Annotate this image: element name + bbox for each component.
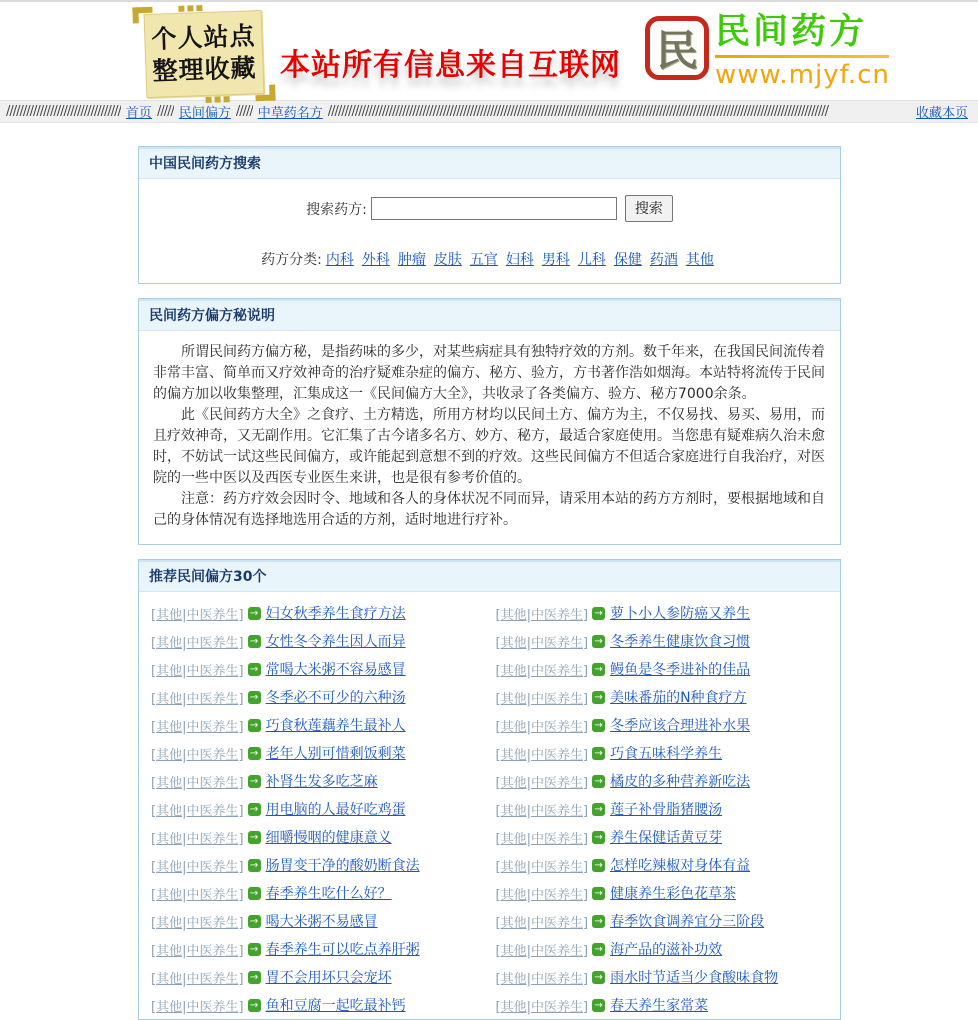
stamp-line1: 个人站点 [150, 21, 256, 54]
prefix-link-other[interactable]: 其他 [500, 999, 527, 1015]
remedy-article-link[interactable]: 喝大米粥不易感冒 [265, 914, 378, 930]
item-category-prefix: [其他|中医养生] [495, 719, 589, 735]
list-item [151, 963, 496, 991]
stamp-corner-bracket-icon [132, 7, 153, 24]
list-item [151, 907, 496, 935]
list-item [151, 683, 496, 711]
prefix-link-other[interactable]: 其他 [156, 915, 183, 931]
list-item [496, 963, 841, 991]
remedy-article-link[interactable]: 萝卜小人参防癌又养生 [610, 606, 751, 622]
prefix-link-tcm-health[interactable]: 中医养生 [530, 831, 583, 847]
green-arrow-icon: → [248, 971, 261, 984]
green-arrow-icon: → [592, 719, 605, 732]
green-arrow-icon: → [592, 775, 605, 788]
prefix-link-tcm-health[interactable]: 中医养生 [530, 943, 583, 959]
green-arrow-icon: → [592, 691, 605, 704]
prefix-link-other[interactable]: 其他 [156, 607, 183, 623]
prefix-link-other[interactable]: 其他 [500, 887, 527, 903]
item-category-prefix: [其他|中医养生] [151, 719, 244, 735]
remedy-article-link[interactable]: 老年人别可惜剩饭剩菜 [265, 746, 406, 762]
nav-hatch-sep: ///// [235, 104, 253, 119]
remedy-article-link[interactable]: 橘皮的多种营养新吃法 [610, 774, 751, 790]
remedy-article-link[interactable]: 用电脑的人最好吃鸡蛋 [265, 802, 406, 818]
personal-site-stamp-logo [144, 10, 265, 98]
remedy-article-link[interactable]: 巧食秋莲藕养生最补人 [265, 718, 406, 734]
nav-item-herbal-prescriptions[interactable]: 中草药名方 [257, 106, 323, 121]
prefix-link-tcm-health[interactable]: 中医养生 [530, 663, 583, 679]
about-paragraph: 所谓民间药方偏方秘，是指药味的多少，对某些病症具有独特疗效的方剂。数千年来，在我国民间流传着非常丰富、简单而又疗效神奇的治疗疑难杂症的偏方、秘方、验方，方书著作浩如烟海。本站特将流传于民间的偏方加以收集整理，汇集成这一《民间偏方大全》，共收录了各类偏方、验方、秘方7000余条。 [153, 344, 825, 402]
prefix-link-other[interactable]: 其他 [500, 859, 527, 875]
item-category-prefix: [其他|中医养生] [151, 971, 244, 987]
site-url: www.mjyf.cn [715, 60, 890, 90]
site-logo[interactable] [645, 12, 890, 90]
item-category-prefix: [其他|中医养生] [151, 747, 244, 763]
site-notice-banner: 本站所有信息来自互联网 [280, 48, 621, 83]
list-item [496, 599, 841, 627]
category-row [139, 249, 840, 269]
prefix-link-tcm-health[interactable]: 中医养生 [186, 887, 239, 903]
green-arrow-icon: → [248, 915, 261, 928]
item-category-prefix: [其他|中医养生] [495, 971, 589, 987]
green-arrow-icon: → [248, 831, 261, 844]
list-item [496, 851, 841, 879]
prefix-link-tcm-health[interactable]: 中医养生 [186, 663, 239, 679]
green-arrow-icon: → [592, 663, 605, 676]
item-category-prefix: [其他|中医养生] [495, 803, 589, 819]
prefix-link-other[interactable]: 其他 [500, 607, 527, 623]
prefix-link-tcm-health[interactable]: 中医养生 [186, 719, 239, 735]
list-item [496, 935, 841, 963]
item-category-prefix: [其他|中医养生] [151, 887, 244, 903]
item-category-prefix: [其他|中医养生] [495, 663, 589, 679]
green-arrow-icon: → [592, 971, 605, 984]
item-category-prefix: [其他|中医养生] [495, 775, 589, 791]
prefix-link-other[interactable]: 其他 [500, 691, 527, 707]
nav-item-folk-remedies[interactable]: 民间偏方 [178, 106, 231, 121]
stamp-corner-bracket-icon [255, 85, 276, 102]
list-item [496, 907, 841, 935]
prefix-link-tcm-health[interactable]: 中医养生 [186, 747, 239, 763]
prefix-link-other[interactable]: 其他 [156, 999, 183, 1015]
prefix-link-tcm-health[interactable]: 中医养生 [530, 971, 583, 987]
list-item [496, 739, 841, 767]
item-category-prefix: [其他|中医养生] [151, 831, 244, 847]
list-item [496, 627, 841, 655]
remedy-article-link[interactable]: 健康养生彩色花草茶 [610, 886, 737, 902]
item-category-prefix: [其他|中医养生] [495, 887, 589, 903]
list-item [151, 823, 496, 851]
green-arrow-icon: → [592, 607, 605, 620]
prefix-link-tcm-health[interactable]: 中医养生 [530, 747, 583, 763]
prefix-link-other[interactable]: 其他 [500, 831, 527, 847]
remedy-article-link[interactable]: 美味番茄的N种食疗方 [610, 690, 747, 706]
list-item [496, 879, 841, 907]
remedy-article-link[interactable]: 胃不会用坏只会宠坏 [265, 970, 392, 986]
remedy-article-link[interactable]: 常喝大米粥不容易感冒 [265, 662, 406, 678]
item-category-prefix: [其他|中医养生] [495, 691, 589, 707]
item-category-prefix: [其他|中医养生] [495, 999, 589, 1015]
search-box [138, 146, 841, 284]
remedy-article-link[interactable]: 莲子补骨脂猪腰汤 [610, 802, 723, 818]
prefix-link-tcm-health[interactable]: 中医养生 [186, 859, 239, 875]
prefix-link-other[interactable]: 其他 [156, 719, 183, 735]
main-content [138, 146, 841, 1020]
about-paragraph: 此《民间药方大全》之食疗、土方精选，所用方材均以民间土方、偏方为主，不仅易找、易买、易用，而且疗效神奇，又无副作用。它汇集了古今诸多名方、妙方、秘方，最适合家庭使用。当您患有疑难病久治未愈时，不妨试一试这些民间偏方，或许能起到意想不到的疗效。这些民间偏方不但适合家庭进行自我治疗，对医院的一些中医以及西医专业医生来讲，也是很有参考价值的。 [153, 407, 825, 486]
remedy-article-link[interactable]: 女性冬令养生因人而异 [265, 634, 406, 650]
prefix-link-other[interactable]: 其他 [500, 663, 527, 679]
search-label: 搜索药方: [306, 201, 367, 218]
category-link-8[interactable]: 儿科 [577, 252, 606, 268]
list-item [496, 795, 841, 823]
item-category-prefix: [其他|中医养生] [151, 803, 244, 819]
list-item [151, 795, 496, 823]
prefix-link-tcm-health[interactable]: 中医养生 [530, 719, 583, 735]
remedy-article-link[interactable]: 春季养生吃什么好？ [265, 886, 392, 902]
nav-item-home[interactable]: 首页 [125, 106, 152, 121]
prefix-link-other[interactable]: 其他 [500, 635, 527, 651]
prefix-link-other[interactable]: 其他 [156, 831, 183, 847]
prefix-link-other[interactable]: 其他 [156, 943, 183, 959]
green-arrow-icon: → [592, 831, 605, 844]
category-link-1[interactable]: 内科 [325, 252, 354, 268]
list-item [496, 683, 841, 711]
list-item [151, 627, 496, 655]
item-category-prefix: [其他|中医养生] [151, 999, 244, 1015]
min-character-logo-icon: 民 [645, 16, 709, 80]
green-arrow-icon: → [248, 999, 261, 1012]
green-arrow-icon: → [248, 859, 261, 872]
category-link-2[interactable]: 外科 [361, 252, 390, 268]
green-arrow-icon: → [592, 859, 605, 872]
search-box-title: 中国民间药方搜索 [139, 147, 840, 179]
bookmark-page-link[interactable]: 收藏本页 [915, 106, 968, 121]
item-category-prefix: [其他|中医养生] [151, 691, 244, 707]
item-category-prefix: [其他|中医养生] [495, 747, 589, 763]
prefix-link-tcm-health[interactable]: 中医养生 [530, 635, 583, 651]
category-link-4[interactable]: 皮肤 [433, 252, 462, 268]
remedy-article-link[interactable]: 巧食五味科学养生 [610, 746, 723, 762]
green-arrow-icon: → [592, 635, 605, 648]
search-button[interactable]: 搜索 [625, 195, 673, 222]
item-category-prefix: [其他|中医养生] [495, 607, 589, 623]
prefix-link-tcm-health[interactable]: 中医养生 [186, 607, 239, 623]
list-item [496, 767, 841, 795]
prefix-link-tcm-health[interactable]: 中医养生 [186, 999, 239, 1015]
prefix-link-tcm-health[interactable]: 中医养生 [530, 803, 583, 819]
list-item [151, 991, 496, 1019]
list-item [151, 599, 496, 627]
remedy-article-link[interactable]: 肠胃变干净的酸奶断食法 [265, 858, 420, 874]
item-category-prefix: [其他|中医养生] [495, 859, 589, 875]
about-paragraph: 注意：药方疗效会因时令、地域和各人的身体状况不同而异，请采用本站的药方方剂时，要根据地域和自己的身体情况有选择地选用合适的方剂，适时地进行疗补。 [153, 491, 825, 528]
list-item [151, 655, 496, 683]
list-item [151, 767, 496, 795]
prefix-link-other[interactable]: 其他 [156, 663, 183, 679]
item-category-prefix: [其他|中医养生] [495, 915, 589, 931]
item-category-prefix: [其他|中医养生] [151, 859, 244, 875]
green-arrow-icon: → [248, 943, 261, 956]
recommend-box [138, 559, 841, 1020]
category-link-5[interactable]: 五官 [469, 252, 498, 268]
prefix-link-other[interactable]: 其他 [500, 747, 527, 763]
remedy-article-link[interactable]: 细嚼慢咽的健康意义 [265, 830, 392, 846]
prefix-link-tcm-health[interactable]: 中医养生 [530, 607, 583, 623]
prefix-link-tcm-health[interactable]: 中医养生 [186, 943, 239, 959]
prefix-link-tcm-health[interactable]: 中医养生 [530, 775, 583, 791]
item-category-prefix: [其他|中医养生] [495, 831, 589, 847]
remedy-article-link[interactable]: 春天养生家常菜 [610, 998, 709, 1014]
stamp-line2: 整理收藏 [152, 53, 258, 86]
prefix-link-other[interactable]: 其他 [156, 635, 183, 651]
stamp-dots-icon [178, 5, 202, 12]
item-category-prefix: [其他|中医养生] [151, 607, 244, 623]
prefix-link-tcm-health[interactable]: 中医养生 [186, 915, 239, 931]
about-box [138, 298, 841, 545]
prefix-link-tcm-health[interactable]: 中医养生 [186, 775, 239, 791]
category-link-7[interactable]: 男科 [541, 252, 570, 268]
list-item [496, 711, 841, 739]
green-arrow-icon: → [248, 635, 261, 648]
prefix-link-other[interactable]: 其他 [500, 719, 527, 735]
category-link-11[interactable]: 其他 [685, 252, 714, 268]
remedy-article-link[interactable]: 春季养生可以吃点养肝粥 [265, 942, 420, 958]
item-category-prefix: [其他|中医养生] [151, 915, 244, 931]
prefix-link-tcm-health[interactable]: 中医养生 [186, 803, 239, 819]
list-item [496, 991, 841, 1019]
remedy-article-link[interactable]: 补肾生发多吃芝麻 [265, 774, 378, 790]
logo-divider [715, 55, 889, 58]
item-category-prefix: [其他|中医养生] [151, 943, 244, 959]
site-header [0, 2, 978, 100]
green-arrow-icon: → [592, 999, 605, 1012]
prefix-link-tcm-health[interactable]: 中医养生 [530, 915, 583, 931]
item-category-prefix: [其他|中医养生] [495, 635, 589, 651]
remedy-article-link[interactable]: 冬季必不可少的六种汤 [265, 690, 406, 706]
green-arrow-icon: → [592, 943, 605, 956]
prefix-link-other[interactable]: 其他 [500, 915, 527, 931]
nav-hatch-sep: ///// [156, 104, 174, 119]
green-arrow-icon: → [248, 691, 261, 704]
list-item [496, 823, 841, 851]
remedy-article-link[interactable]: 鳗鱼是冬季进补的佳品 [610, 662, 751, 678]
category-link-6[interactable]: 妇科 [505, 252, 534, 268]
green-arrow-icon: → [248, 719, 261, 732]
remedy-article-link[interactable]: 冬季应该合理进补水果 [610, 718, 751, 734]
prefix-link-other[interactable]: 其他 [156, 803, 183, 819]
green-arrow-icon: → [248, 747, 261, 760]
green-arrow-icon: → [248, 663, 261, 676]
prefix-link-other[interactable]: 其他 [156, 887, 183, 903]
green-arrow-icon: → [248, 803, 261, 816]
prefix-link-other[interactable]: 其他 [500, 803, 527, 819]
remedy-article-link[interactable]: 妇女秋季养生食疗方法 [265, 606, 406, 622]
prefix-link-tcm-health[interactable]: 中医养生 [186, 971, 239, 987]
prefix-link-tcm-health[interactable]: 中医养生 [186, 831, 239, 847]
list-item [496, 655, 841, 683]
prefix-link-tcm-health[interactable]: 中医养生 [530, 999, 583, 1015]
item-category-prefix: [其他|中医养生] [495, 943, 589, 959]
green-arrow-icon: → [248, 775, 261, 788]
prefix-link-tcm-health[interactable]: 中医养生 [186, 691, 239, 707]
nav-hatch-fill: //////////////////////////////////////////////////////////////////////////////////////////////////////////////////////////////////////////////////// [327, 104, 829, 119]
prefix-link-other[interactable]: 其他 [500, 943, 527, 959]
list-item [151, 851, 496, 879]
category-link-3[interactable]: 肿瘤 [397, 252, 426, 268]
category-label: 药方分类: [261, 252, 322, 268]
search-input[interactable] [371, 197, 617, 220]
prefix-link-other[interactable]: 其他 [156, 747, 183, 763]
prefix-link-other[interactable]: 其他 [500, 971, 527, 987]
prefix-link-tcm-health[interactable]: 中医养生 [186, 635, 239, 651]
remedy-article-link[interactable]: 海产品的滋补功效 [610, 942, 723, 958]
item-category-prefix: [其他|中医养生] [151, 663, 244, 679]
item-category-prefix: [其他|中医养生] [151, 635, 244, 651]
prefix-link-other[interactable]: 其他 [156, 775, 183, 791]
prefix-link-tcm-health[interactable]: 中医养生 [530, 691, 583, 707]
recommend-list [139, 592, 840, 1019]
site-name: 民间药方 [715, 12, 868, 52]
green-arrow-icon: → [592, 915, 605, 928]
list-item [151, 739, 496, 767]
prefix-link-other[interactable]: 其他 [500, 775, 527, 791]
recommend-box-title: 推荐民间偏方30个 [139, 560, 840, 592]
prefix-link-other[interactable]: 其他 [156, 859, 183, 875]
category-link-9[interactable]: 保健 [613, 252, 642, 268]
remedy-article-link[interactable]: 鱼和豆腐一起吃最补钙 [265, 998, 406, 1014]
remedy-article-link[interactable]: 养生保健话黄豆芽 [610, 830, 723, 846]
nav-hatch-left: ////////////////////////////////// [6, 104, 121, 119]
green-arrow-icon: → [248, 607, 261, 620]
remedy-article-link[interactable]: 雨水时节适当少食酸味食物 [610, 970, 779, 986]
about-box-title: 民间药方偏方秘说明 [139, 299, 840, 331]
nav-bar [0, 100, 978, 123]
item-category-prefix: [其他|中医养生] [151, 775, 244, 791]
list-item [151, 711, 496, 739]
prefix-link-other[interactable]: 其他 [156, 971, 183, 987]
list-item [151, 879, 496, 907]
remedy-article-link[interactable]: 冬季养生健康饮食习惯 [610, 634, 751, 650]
prefix-link-tcm-health[interactable]: 中医养生 [530, 859, 583, 875]
stamp-dots-icon [206, 96, 230, 103]
green-arrow-icon: → [592, 887, 605, 900]
remedy-article-link[interactable]: 春季饮食调养宜分三阶段 [610, 914, 765, 930]
green-arrow-icon: → [592, 747, 605, 760]
prefix-link-other[interactable]: 其他 [156, 691, 183, 707]
green-arrow-icon: → [248, 887, 261, 900]
green-arrow-icon: → [592, 803, 605, 816]
list-item [151, 935, 496, 963]
category-link-10[interactable]: 药酒 [649, 252, 678, 268]
about-text [139, 331, 840, 544]
prefix-link-tcm-health[interactable]: 中医养生 [530, 887, 583, 903]
remedy-article-link[interactable]: 怎样吃辣椒对身体有益 [610, 858, 751, 874]
